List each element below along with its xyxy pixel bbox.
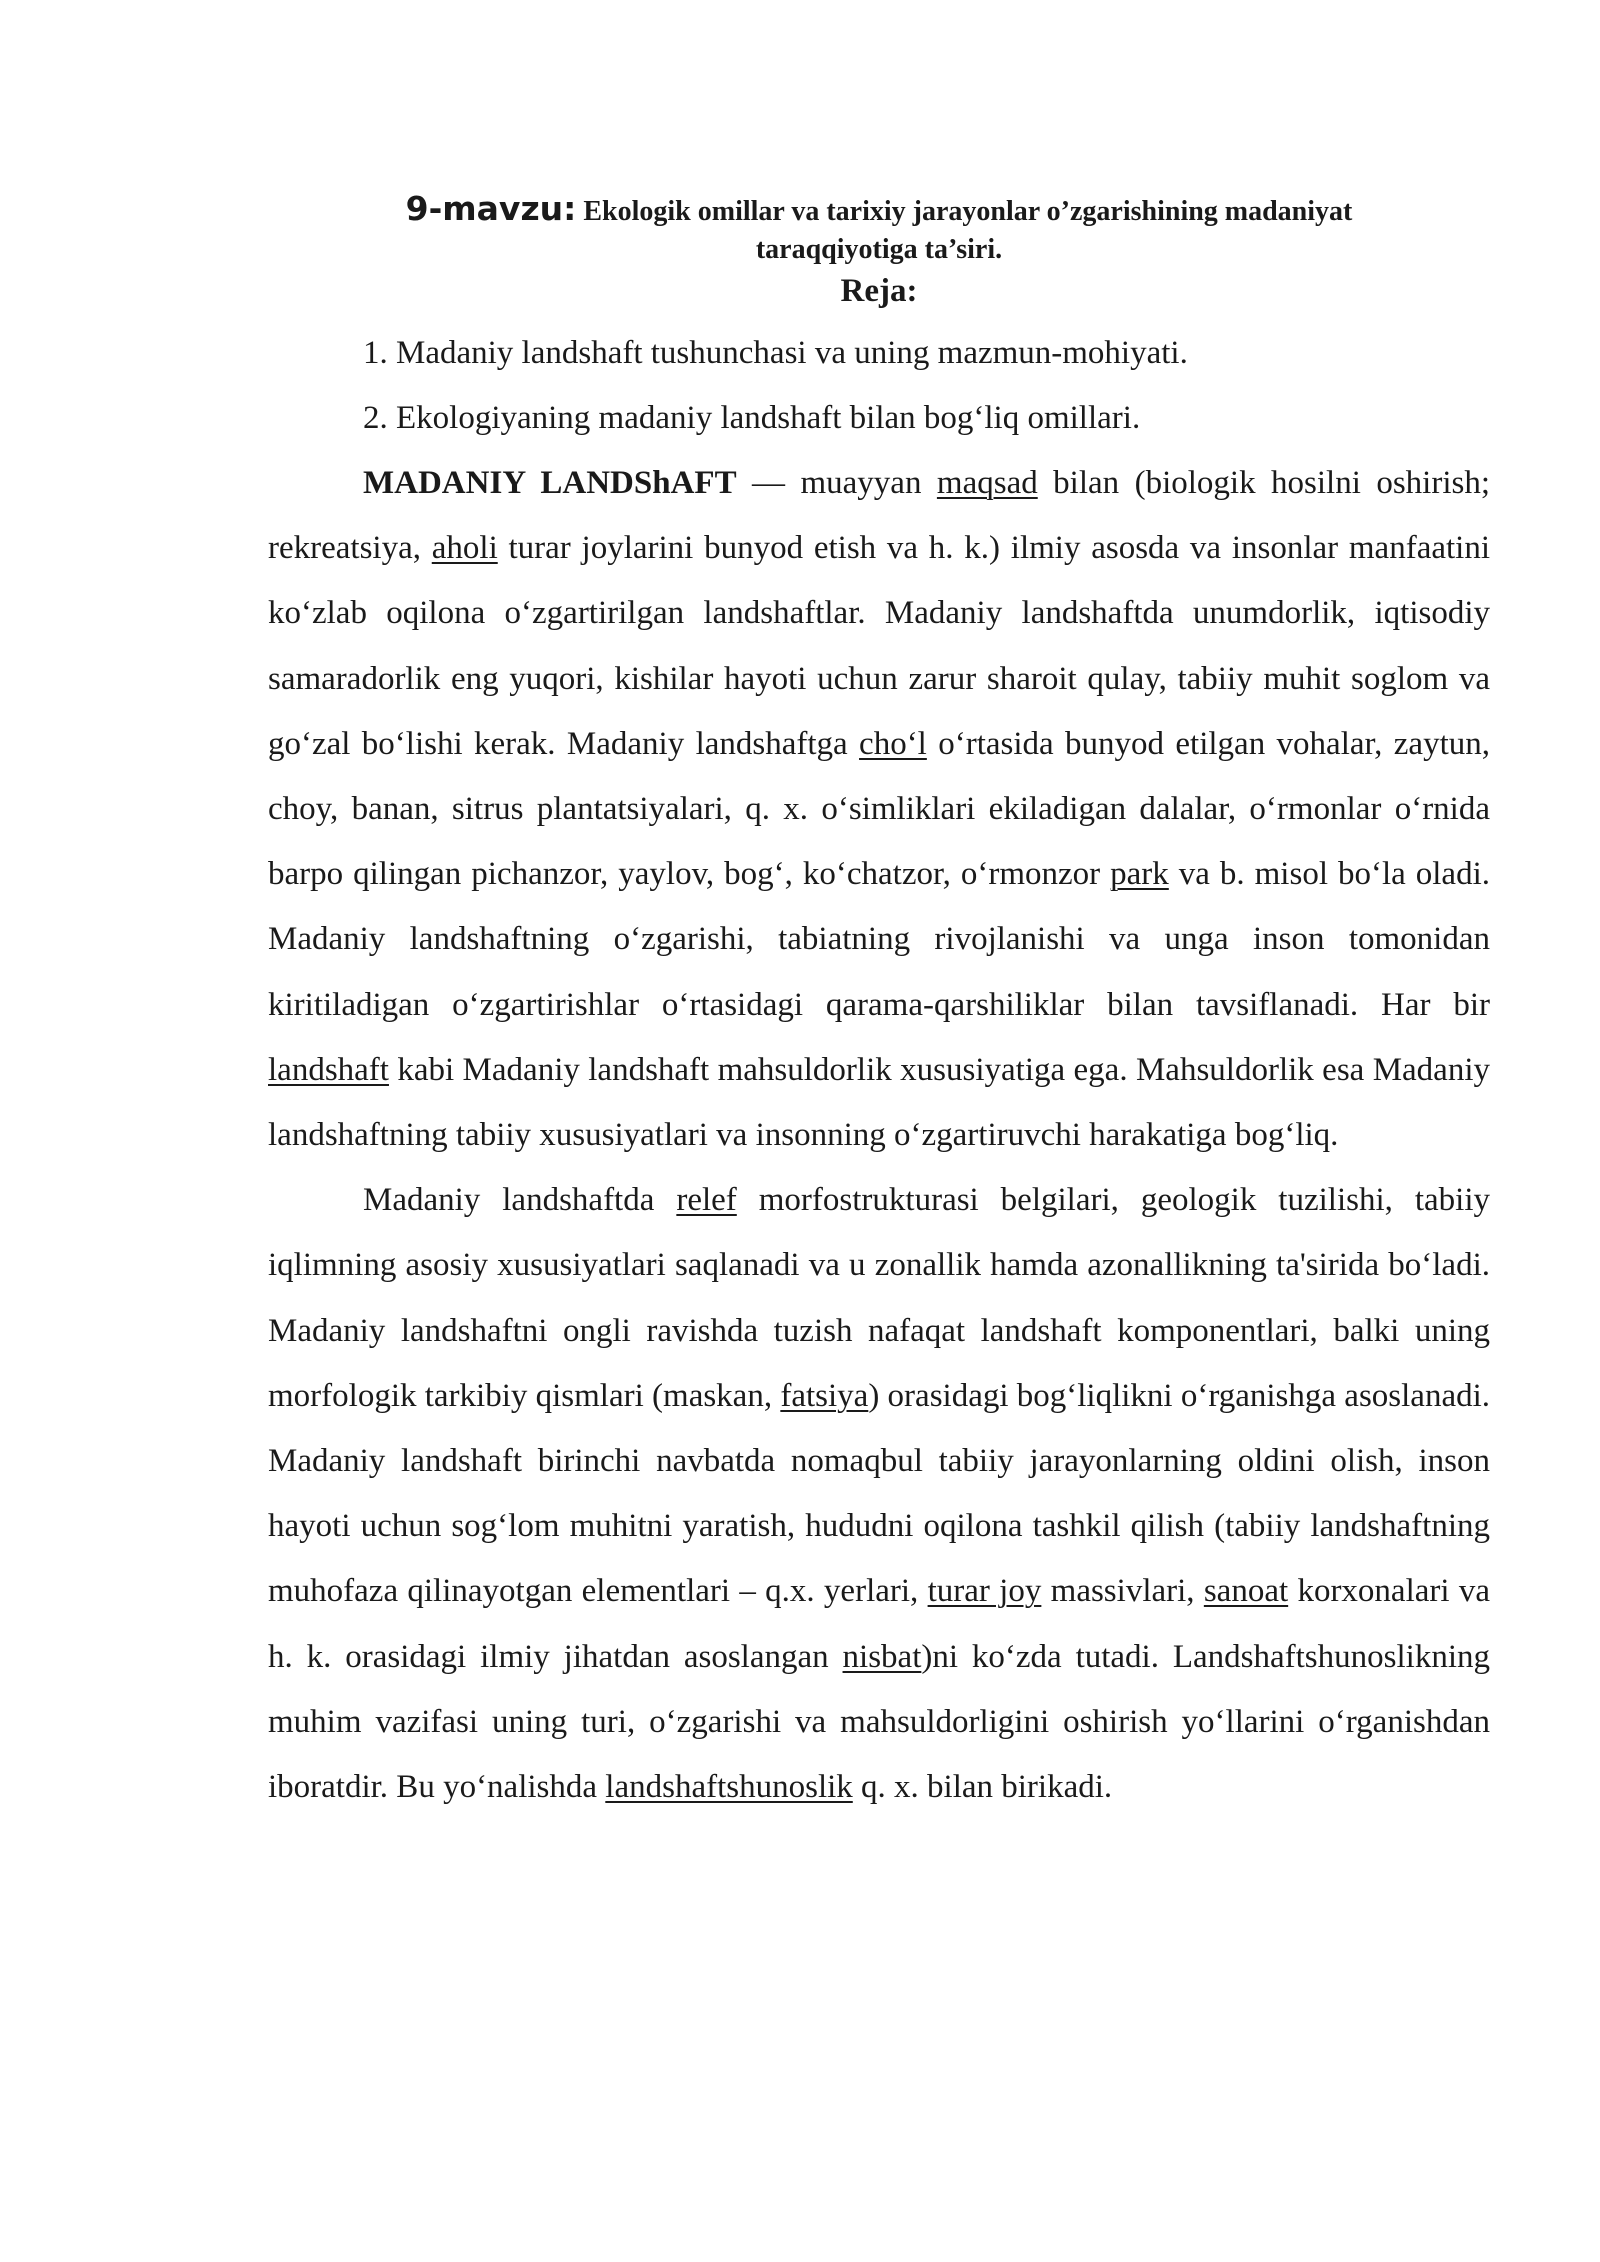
link-chol[interactable]: cho‘l (859, 725, 927, 762)
link-relef[interactable]: relef (676, 1182, 737, 1219)
link-aholi[interactable]: aholi (431, 530, 498, 567)
text-segment: kabi Madaniy landshaft mahsuldorlik xususiyatiga ega. Mahsuldorlik esa Madaniy landshaftning tabiiy xususiyatlari va insonning o‘zgartiruvchi harakatiga bog‘liq. (268, 1051, 1490, 1154)
plan-item-2: 2. Ekologiyaning madaniy landshaft bilan bog‘liq omillari. (363, 400, 1141, 436)
paragraph-relief (268, 1168, 1490, 1820)
text-segment: ) orasidagi bog‘liqlikni o‘rganishga asoslanadi. Madaniy landshaft birinchi navbatda nomaqbul tabiiy jarayonlarning oldini olish, inson hayoti uchun sog‘lom muhitni yaratish, hududni oqilona tashkil qilish (tabiiy landshaftning muhofaza qilinayotgan elementlari – q.x. yerlari, (268, 1377, 1491, 1610)
topic-title (268, 190, 1490, 269)
text-segment: turar joylarini bunyod etish va h. k.) ilmiy asosda va insonlar manfaatini ko‘zlab oqilona o‘zgartirilgan landshaftlar. Madaniy landshaftda unumdorlik, iqtisodiy samaradorlik eng yuqori, kishilar hayoti uchun zarur sharoit qulay, tabiiy muhit soglom va go‘zal bo‘lishi kerak. Madaniy landshaftga (268, 530, 1490, 762)
link-maqsad[interactable]: maqsad (936, 465, 1038, 501)
text-segment: korxonalari va h. k. orasidagi ilmiy jihatdan asoslangan (268, 1573, 1490, 1675)
paragraph-definition (268, 451, 1490, 1168)
text-segment: Madaniy landshaftda (363, 1182, 677, 1219)
text-segment: )ni ko‘zda tutadi. Landshaftshunoslikning muhim vazifasi uning turi, o‘zgarishi va mahsuldorligini oshirish yo‘llarini o‘rganishdan iboratdir. Bu yo‘nalishda (268, 1638, 1490, 1806)
plan-item-1: 1. Madaniy landshaft tushunchasi va uning mazmun-mohiyati. (363, 335, 1188, 371)
link-fatsiya[interactable]: fatsiya (780, 1377, 869, 1414)
text-segment: bilan (biologik hosilni oshirish; rekreatsiya, (268, 465, 1491, 567)
plan-heading: Reja: (840, 273, 918, 309)
link-landshaftshunoslik[interactable]: landshaftshunoslik (605, 1769, 853, 1806)
text-segment: va b. misol bo‘la oladi. Madaniy landshaftning o‘zgarishi, tabiatning rivojlanishi va unga inson tomonidan kiritiladigan o‘zgartirishlar o‘rtasidagi qarama-qarshiliklar bilan tavsiflanadi. Har bir (268, 856, 1490, 1023)
text-segment: massivlari, (1041, 1573, 1204, 1610)
term-madaniy-landshaft: MADANIY LANDShAFT (363, 465, 737, 501)
link-park[interactable]: park (1110, 856, 1169, 893)
text-segment: o‘rtasida bunyod etilgan vohalar, zaytun, choy, banan, sitrus plantatsiyalari, q. x. o‘simliklari ekiladigan dalalar, o‘rmonlar o‘rnida barpo qilingan pichanzor, yaylov, bog‘, ko‘chatzor, o‘rmonzor (268, 725, 1490, 893)
topic-number: 9-mavzu: (405, 189, 577, 228)
link-nisbat[interactable]: nisbat (842, 1638, 922, 1675)
topic-title-line2: taraqqiyotiga ta’siri. (755, 234, 1003, 265)
link-landshaft[interactable]: landshaft (268, 1051, 389, 1088)
topic-title-line1: Ekologik omillar va tarixiy jarayonlar o’zgarishining madaniyat (583, 196, 1353, 227)
text-segment: morfostrukturasi belgilari, geologik tuzilishi, tabiiy iqlimning asosiy xususiyatlari saqlanadi va u zonallik hamda azonallikning ta'sirida bo‘ladi. Madaniy landshaftni ongli ravishda tuzish nafaqat landshaft komponentlari, balki uning morfologik tarkibiy qismlari (maskan, (268, 1182, 1490, 1414)
link-turar-joy[interactable]: turar joy (927, 1573, 1042, 1610)
document-page (268, 190, 1490, 1820)
link-sanoat[interactable]: sanoat (1203, 1573, 1289, 1610)
text-segment: — muayyan (736, 465, 937, 501)
text-segment: q. x. bilan birikadi. (852, 1769, 1113, 1806)
